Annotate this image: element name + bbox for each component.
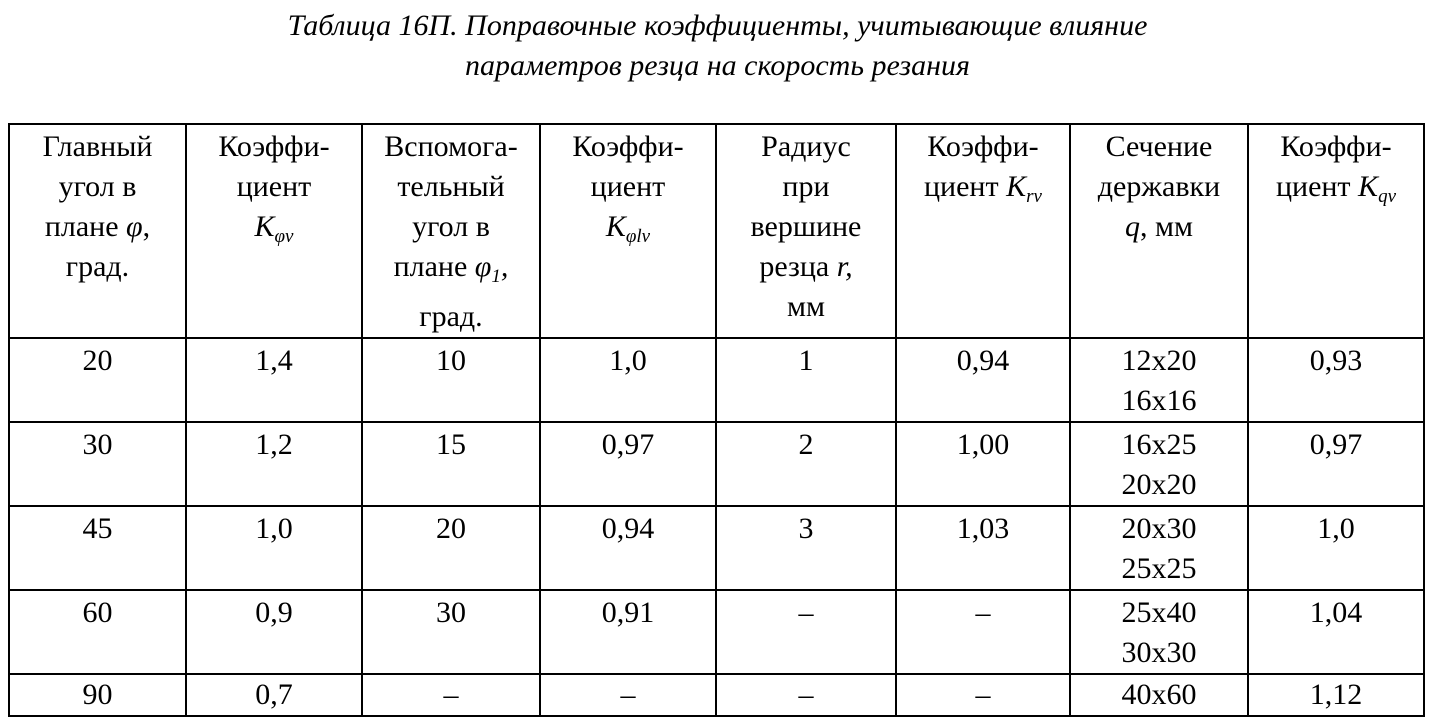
cell-k-r: 1,00 bbox=[896, 422, 1070, 506]
header-k-r: Коэффи- циент $K_{rv}$ bbox=[896, 124, 1070, 338]
cell-k-phi: 1,4 bbox=[186, 338, 362, 422]
table-title-line-1: Таблица 16П. Поправочные коэффициенты, учитывающие влияние bbox=[287, 9, 1148, 42]
cell-phi1: 30 bbox=[362, 590, 540, 674]
cell-k-phi: 0,7 bbox=[186, 674, 362, 716]
cell-phi1: 15 bbox=[362, 422, 540, 506]
cell-phi: 45 bbox=[9, 506, 186, 590]
cell-k-q: 1,04 bbox=[1248, 590, 1424, 674]
cell-k-phi1: 0,97 bbox=[540, 422, 716, 506]
cell-k-phi: 1,0 bbox=[186, 506, 362, 590]
table-row bbox=[9, 338, 1424, 422]
cell-radius: 3 bbox=[716, 506, 896, 590]
cell-phi: 90 bbox=[9, 674, 186, 716]
cell-k-phi: 0,9 bbox=[186, 590, 362, 674]
cell-k-r: 1,03 bbox=[896, 506, 1070, 590]
table-row bbox=[9, 506, 1424, 590]
coefficients-table bbox=[8, 123, 1425, 717]
cell-phi1: – bbox=[362, 674, 540, 716]
cell-k-q: 1,12 bbox=[1248, 674, 1424, 716]
cell-k-phi: 1,2 bbox=[186, 422, 362, 506]
cell-section: 40х60 bbox=[1070, 674, 1248, 716]
cell-radius: 2 bbox=[716, 422, 896, 506]
header-k-phi1: Коэффи- циент $K_{\varphi lv}$ bbox=[540, 124, 716, 338]
header-aux-angle: Вспомога- тельный угол в плане $\varphi_1$, град. bbox=[362, 124, 540, 338]
table-title bbox=[0, 6, 1435, 86]
header-main-angle: Главный угол в плане φ, град. bbox=[9, 124, 186, 338]
table-row bbox=[9, 590, 1424, 674]
cell-radius: – bbox=[716, 674, 896, 716]
cell-k-phi1: 1,0 bbox=[540, 338, 716, 422]
header-k-q: Коэффи- циент $K_{qv}$ bbox=[1248, 124, 1424, 338]
cell-section: 20х30 25х25 bbox=[1070, 506, 1248, 590]
cell-section: 25х40 30х30 bbox=[1070, 590, 1248, 674]
cell-k-q: 1,0 bbox=[1248, 506, 1424, 590]
header-section: Сечение державки q, мм bbox=[1070, 124, 1248, 338]
cell-k-phi1: 0,94 bbox=[540, 506, 716, 590]
cell-k-r: – bbox=[896, 590, 1070, 674]
table-row bbox=[9, 422, 1424, 506]
table-row bbox=[9, 674, 1424, 716]
cell-k-r: – bbox=[896, 674, 1070, 716]
cell-section: 16х25 20х20 bbox=[1070, 422, 1248, 506]
header-k-phi: Коэффи- циент $K_{\varphi v}$ bbox=[186, 124, 362, 338]
cell-section: 12х20 16х16 bbox=[1070, 338, 1248, 422]
cell-k-q: 0,93 bbox=[1248, 338, 1424, 422]
cell-radius: 1 bbox=[716, 338, 896, 422]
cell-phi: 60 bbox=[9, 590, 186, 674]
header-radius: Радиус при вершине резца r, мм bbox=[716, 124, 896, 338]
cell-phi: 20 bbox=[9, 338, 186, 422]
cell-phi1: 20 bbox=[362, 506, 540, 590]
cell-k-q: 0,97 bbox=[1248, 422, 1424, 506]
cell-k-phi1: 0,91 bbox=[540, 590, 716, 674]
cell-k-phi1: – bbox=[540, 674, 716, 716]
cell-radius: – bbox=[716, 590, 896, 674]
table-title-line-2: параметров резца на скорость резания bbox=[465, 49, 970, 82]
cell-phi: 30 bbox=[9, 422, 186, 506]
cell-phi1: 10 bbox=[362, 338, 540, 422]
cell-k-r: 0,94 bbox=[896, 338, 1070, 422]
table-header-row bbox=[9, 124, 1424, 338]
